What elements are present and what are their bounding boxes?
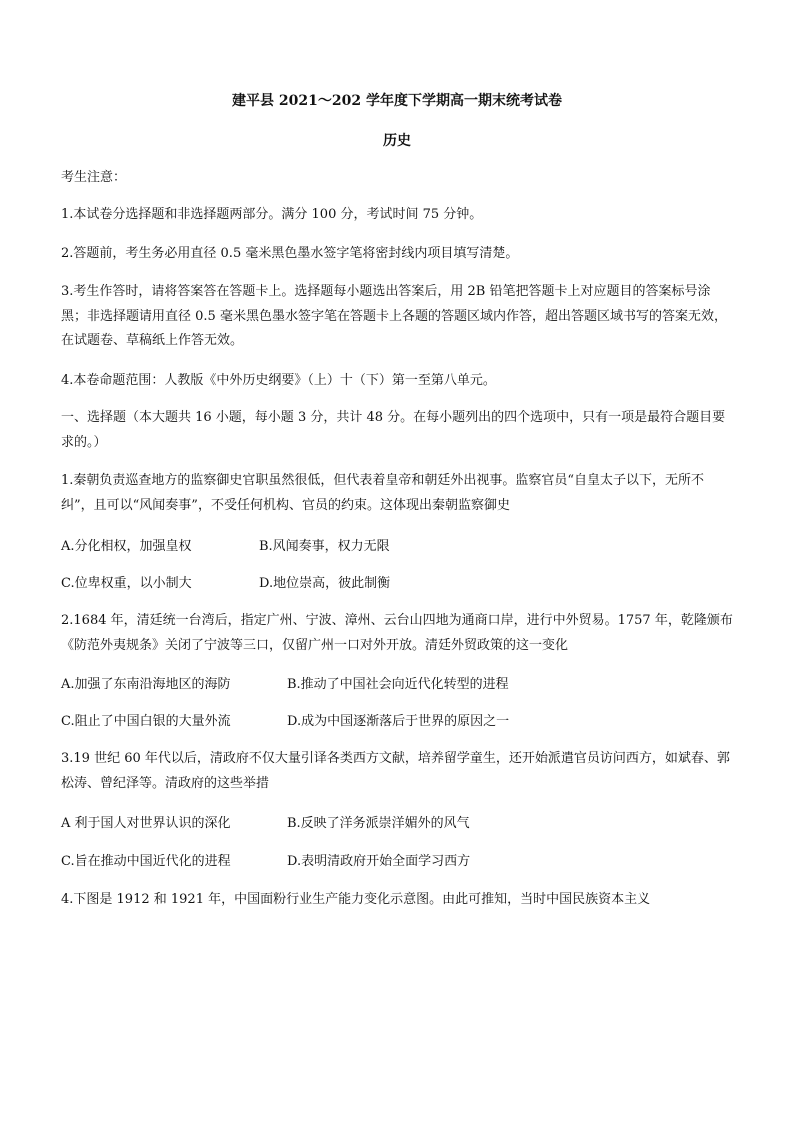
notice-heading: 考生注意： [61,170,127,185]
section-heading: 一、选择题（本大题共 16 小题，每小题 3 分，共计 48 分。在每小题列出的四个选项中，只有一项是最符合题目要求的。） [61,410,726,450]
question-3-stem: 3.19 世纪 60 年代以后，清政府不仅大量引译各类西方文献，培养留学童生，还开始派遣官员访问西方，如斌春、郭松涛、曾纪泽等。清政府的这些举措 [61,751,730,791]
exam-title: 建平县 2021～202 学年度下学期高一期末统考试卷 [232,93,562,109]
question-2-option-a: A.加强了东南沿海地区的海防 [61,677,231,692]
question-2-option-c: C.阻止了中国白银的大量外流 [61,714,231,729]
question-1-option-d: D.地位崇高，彼此制衡 [259,576,391,591]
question-2-option-d: D.成为中国逐渐落后于世界的原因之一 [287,714,510,729]
question-2-stem: 2.1684 年，清廷统一台湾后，指定广州、宁波、漳州、云台山四地为通商口岸，进行中外贸易。1757 年，乾隆颁布《防范外夷规条》关闭了宁波等三口，仅留广州一口对外开放。清廷外贸政策的这一变化 [61,613,733,653]
question-3-option-d: D.表明清政府开始全面学习西方 [287,854,471,869]
question-1-stem: 1.秦朝负责巡查地方的监察御史官职虽然很低，但代表着皇帝和朝廷外出视事。监察官员“自皇太子以下，无所不纠”，且可以“风闻奏事”，不受任何机构、官员的约束。这体现出秦朝监察御史 [61,473,705,513]
question-3-option-a: A 利于国人对世界认识的深化 [61,816,231,831]
question-1-option-b: B.风闻奏事，权力无限 [259,539,390,554]
notice-item-3: 3.考生作答时，请将答案答在答题卡上。选择题每小题选出答案后，用 2B 铅笔把答题卡上对应题目的答案标号涂黑；非选择题请用直径 0.5 毫米黑色墨水签字笔在答题卡上各题的答题区域内作答，超出答题区域书写的答案无效，在试题卷、草稿纸上作答无效。 [61,284,727,348]
subject-title: 历史 [383,133,411,149]
question-4-stem: 4.下图是 1912 和 1921 年，中国面粉行业生产能力变化示意图。由此可推知，当时中国民族资本主义 [61,892,651,907]
question-2-option-b: B.推动了中国社会向近代化转型的进程 [287,677,509,692]
notice-item-2: 2.答题前，考生务必用直径 0.5 毫米黑色墨水签字笔将密封线内项目填写清楚。 [61,246,519,261]
question-3-option-b: B.反映了洋务派崇洋媚外的风气 [287,816,470,831]
question-1-option-a: A.分化相权，加强皇权 [61,539,192,554]
notice-item-1: 1.本试卷分选择题和非选择题两部分。满分 100 分，考试时间 75 分钟。 [61,207,483,222]
notice-item-4: 4.本卷命题范围：人教版《中外历史纲要》（上）十（下）第一至第八单元。 [61,373,496,388]
question-1-option-c: C.位卑权重，以小制大 [61,576,192,591]
question-3-option-c: C.旨在推动中国近代化的进程 [61,854,231,869]
